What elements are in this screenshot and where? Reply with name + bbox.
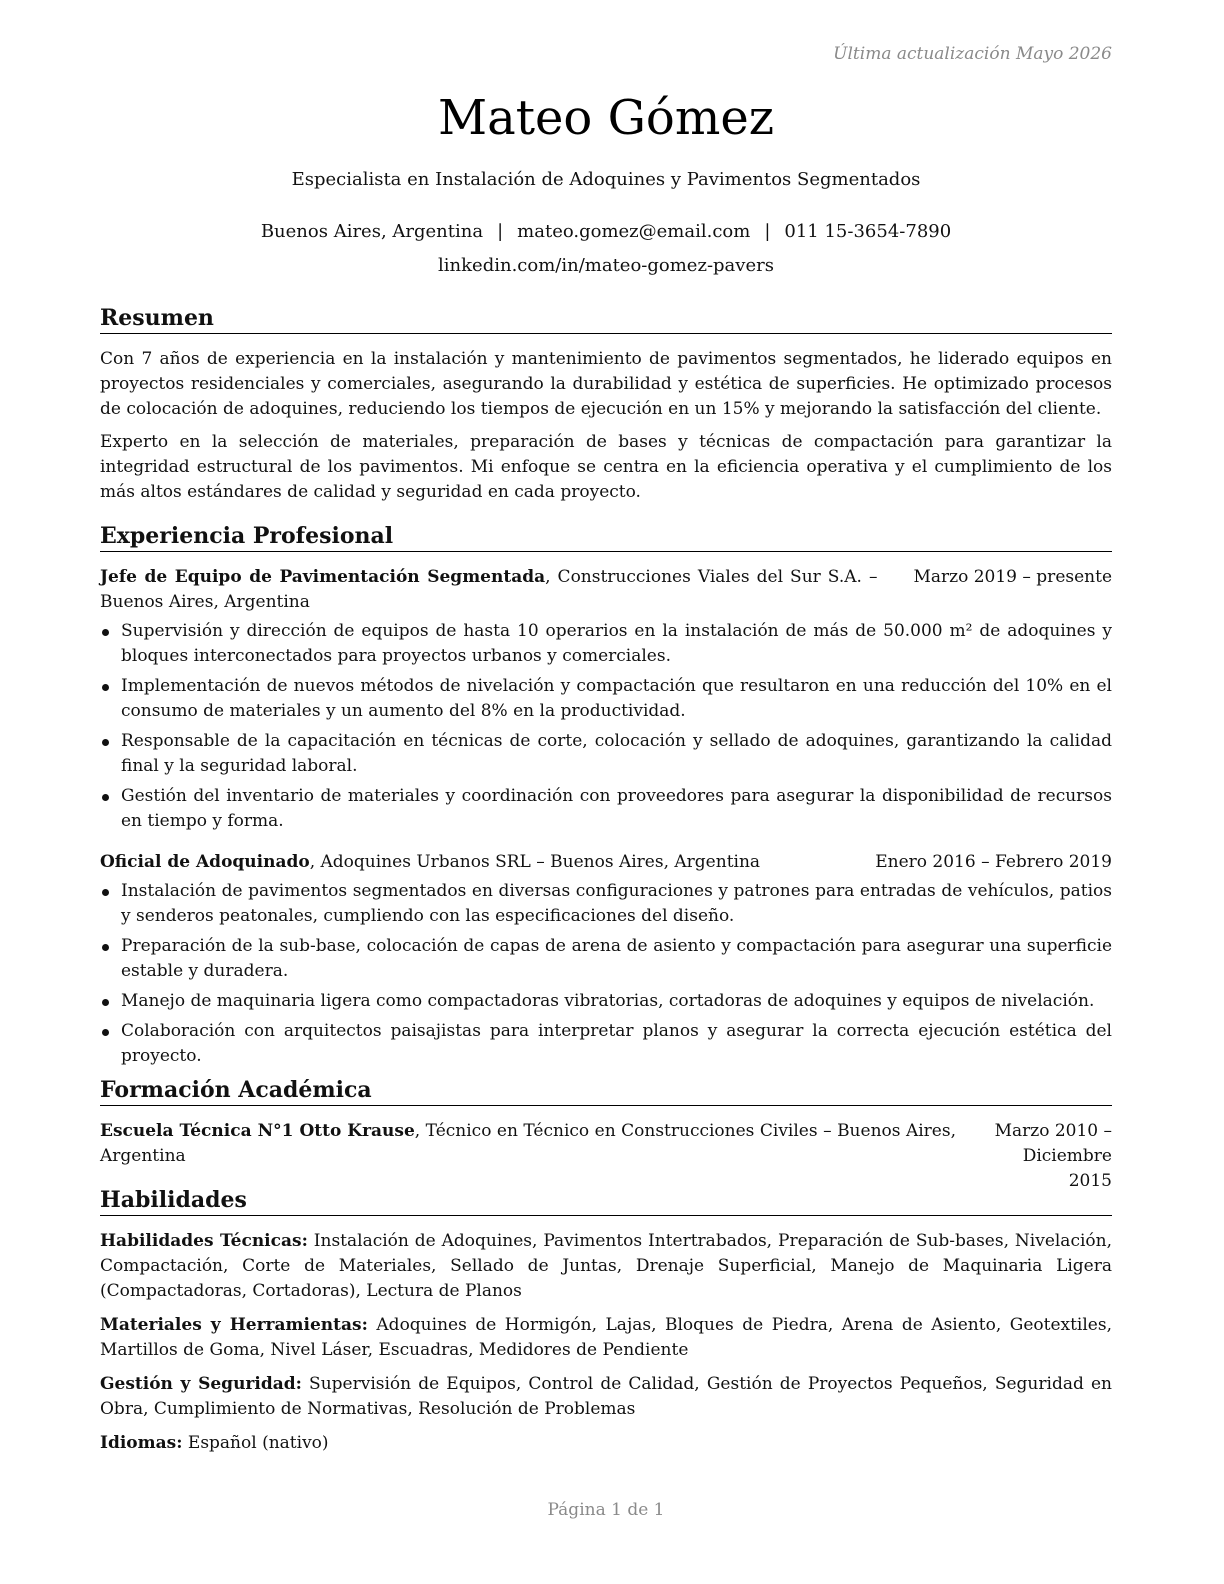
contact-email[interactable]: mateo.gomez@email.com: [517, 221, 751, 242]
section-heading: Habilidades: [100, 1186, 1112, 1216]
skill-group: [100, 1313, 1112, 1363]
skill-group: [100, 1229, 1112, 1304]
job-header: [100, 850, 1112, 875]
section-heading: Formación Académica: [100, 1076, 1112, 1106]
summary-section: [100, 304, 1112, 505]
bullet-item: Gestión del inventario de materiales y coordinación con proveedores para asegurar la disponibilidad de recursos en tiempo y forma.: [100, 784, 1112, 834]
skill-group: [100, 1372, 1112, 1422]
job-title-line: [100, 565, 877, 615]
contact-separator: |: [497, 221, 504, 242]
school-name: Escuela Técnica N°1 Otto Krause: [100, 1121, 415, 1141]
bullet-item: Colaboración con arquitectos paisajistas para interpretar planos y asegurar la correcta ejecución estética del proyecto.: [100, 1019, 1112, 1069]
linkedin-link[interactable]: linkedin.com/in/mateo-gomez-pavers: [438, 255, 774, 276]
skill-label: Idiomas:: [100, 1433, 183, 1453]
summary-paragraph: Experto en la selección de materiales, preparación de bases y técnicas de compactación para garantizar la integridad estructural de los pavimentos. Mi enfoque se centra en la eficiencia operativa y el cumplimiento de los más altos estándares de calidad y seguridad en cada proyecto.: [100, 432, 1112, 502]
summary-paragraph: Con 7 años de experiencia en la instalación y mantenimiento de pavimentos segmentados, he liderado equipos en proyectos residenciales y comerciales, asegurando la durabilidad y estética de superficies. He optimizado procesos de colocación de adoquines, reduciendo los tiempos de ejecución en un 15% y mejorando la satisfacción del cliente.: [100, 349, 1112, 419]
education-section: [100, 1076, 1112, 1194]
job-entry: [100, 850, 1112, 1069]
skill-group: [100, 1431, 1112, 1456]
bullet-item: Responsable de la capacitación en técnicas de corte, colocación y sellado de adoquines, garantizando la calidad final y la seguridad laboral.: [100, 729, 1112, 779]
bullet-item: Implementación de nuevos métodos de nivelación y compactación que resultaron en una reducción del 10% en el consumo de materiales y un aumento del 8% en la productividad.: [100, 674, 1112, 724]
education-title-line: [100, 1119, 956, 1169]
job-company: , Construcciones Viales del Sur S.A. – Buenos Aires, Argentina: [100, 567, 878, 612]
job-title-line: [100, 850, 839, 875]
job-entry: [100, 565, 1112, 834]
job-header: [100, 565, 1112, 615]
skill-text: Instalación de Adoquines, Pavimentos Intertrabados, Preparación de Sub-bases, Nivelación, Compactación, Corte de Materiales, Sellado de Juntas, Drenaje Superficial, Manejo de Maquinaria Ligera (Compactadoras, Cortadoras), Lectura de Planos: [100, 1231, 1112, 1301]
professional-title: Especialista en Instalación de Adoquines y Pavimentos Segmentados: [291, 169, 921, 190]
skill-text: Adoquines de Hormigón, Lajas, Bloques de Piedra, Arena de Asiento, Geotextiles, Martillos de Goma, Nivel Láser, Escuadras, Medidores de Pendiente: [100, 1315, 1112, 1360]
section-heading: Experiencia Profesional: [100, 522, 1112, 552]
contact-location: Buenos Aires, Argentina: [260, 221, 484, 242]
bullet-item: Supervisión y dirección de equipos de hasta 10 operarios en la instalación de más de 50.000 m² de adoquines y bloques interconectados para proyectos urbanos y comerciales.: [100, 619, 1112, 669]
contact-phone[interactable]: 011 15-3654-7890: [784, 221, 952, 242]
job-company: , Adoquines Urbanos SRL – Buenos Aires, Argentina: [309, 852, 761, 872]
job-dates: Enero 2016 – Febrero 2019: [875, 852, 1112, 872]
resume-page: [100, 0, 1112, 1584]
bullet-item: Instalación de pavimentos segmentados en diversas configuraciones y patrones para entradas de vehículos, patios y senderos peatonales, cumpliendo con las especificaciones del diseño.: [100, 879, 1112, 929]
skill-text: Español (nativo): [187, 1433, 329, 1453]
job-bullets: [100, 879, 1112, 1069]
skills-section: [100, 1186, 1112, 1465]
education-dates: Marzo 2010 – Diciembre 2015: [994, 1121, 1112, 1191]
skill-label: Habilidades Técnicas:: [100, 1231, 308, 1251]
job-role: Oficial de Adoquinado: [100, 852, 310, 872]
education-entry: [100, 1119, 1112, 1194]
skill-label: Materiales y Herramientas:: [100, 1315, 368, 1335]
candidate-name: Mateo Gómez: [437, 90, 775, 146]
contact-separator: |: [764, 221, 771, 242]
job-role: Jefe de Equipo de Pavimentación Segmentada: [100, 567, 546, 587]
job-dates: Marzo 2019 – presente: [913, 567, 1112, 587]
contact-line: [100, 220, 1112, 244]
degree-details: , Técnico en Técnico en Construcciones Civiles – Buenos Aires, Argentina: [100, 1121, 956, 1166]
section-heading: Resumen: [100, 304, 1112, 334]
skill-text: Supervisión de Equipos, Control de Calidad, Gestión de Proyectos Pequeños, Seguridad en Obra, Cumplimiento de Normativas, Resolución de Problemas: [100, 1374, 1112, 1419]
skill-label: Gestión y Seguridad:: [100, 1374, 302, 1394]
page-number: Página 1 de 1: [547, 1500, 665, 1520]
bullet-item: Manejo de maquinaria ligera como compactadoras vibratorias, cortadoras de adoquines y equipos de nivelación.: [100, 989, 1112, 1014]
last-updated: Última actualización Mayo 2026: [833, 44, 1112, 64]
bullet-item: Preparación de la sub-base, colocación de capas de arena de asiento y compactación para asegurar una superficie estable y duradera.: [100, 934, 1112, 984]
job-bullets: [100, 619, 1112, 834]
experience-section: [100, 522, 1112, 1074]
